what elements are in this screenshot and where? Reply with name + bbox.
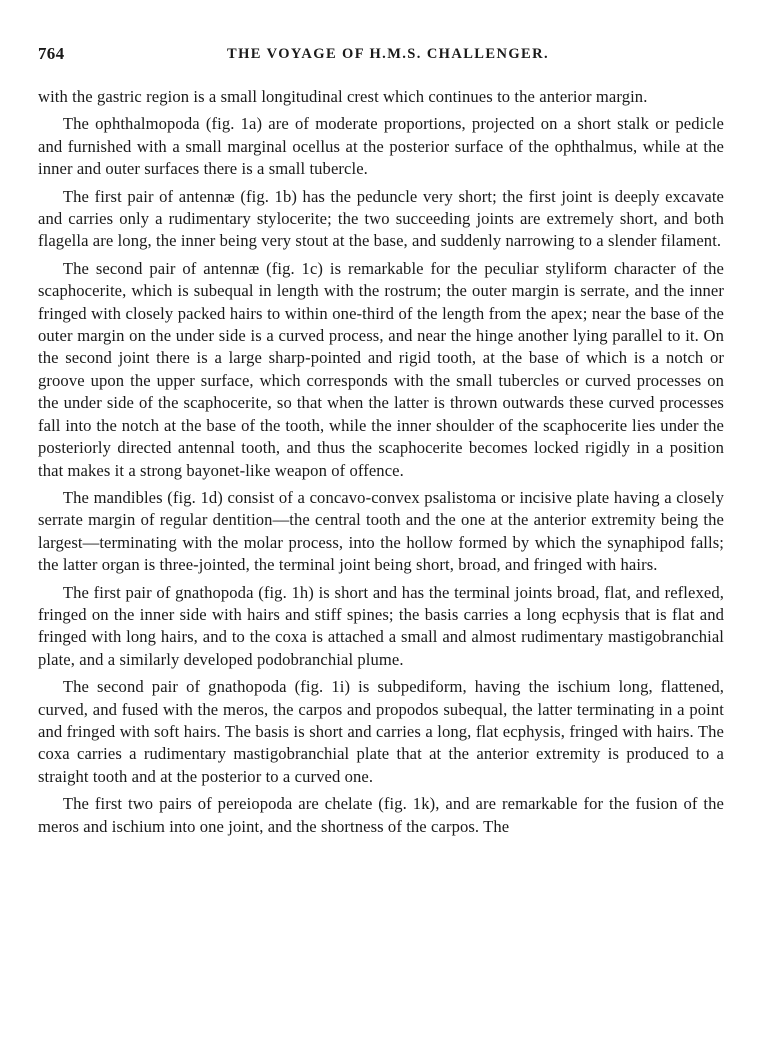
body-text (38, 86, 724, 843)
paragraph: The mandibles (fig. 1d) consist of a concavo-convex psalistoma or incisive plate having a closely serrate margin of regular dentition—the central tooth and the one at the anterior extremity being the largest—terminating with the molar process, into the hollow formed by which the synaphipod falls; the latter organ is three-jointed, the terminal joint being short, broad, and fringed with hairs. (38, 487, 724, 575)
running-title: THE VOYAGE OF H.M.S. CHALLENGER. (227, 46, 549, 62)
paragraph: The ophthalmopoda (fig. 1a) are of moderate proportions, projected on a short stalk or pedicle and furnished with a small marginal ocellus at the posterior surface of the ophthalmus, while at the inner and outer surfaces there is a small tubercle. (38, 114, 724, 179)
paragraph: The first two pairs of pereiopoda are chelate (fig. 1k), and are remarkable for the fusion of the meros and ischium into one joint, and the shortness of the carpos. The (38, 794, 724, 836)
paragraph: The second pair of gnathopoda (fig. 1i) is subpediform, having the ischium long, flattened, curved, and fused with the meros, the carpos and propodos subequal, the latter terminating in a point and fringed with soft hairs. The basis is short and carries a long, flat ecphysis, fringed with hairs. The coxa carries a rudimentary mastigobranchial plate that at the anterior extremity is produced to a straight tooth and at the posterior to a curved one. (38, 677, 724, 786)
paragraph: The second pair of antennæ (fig. 1c) is remarkable for the peculiar styliform character of the scaphocerite, which is subequal in length with the rostrum; the outer margin is serrate, and the inner fringed with closely packed hairs to within one-third of the length from the apex; near the base of the outer margin on the under side is a curved process, and near the hinge another lying parallel to it. On the second joint there is a large sharp-pointed and rigid tooth, at the base of which is a notch or groove upon the upper surface, which corresponds with the small tubercles or curved processes on the under side of the scaphocerite, so that when the latter is thrown outwards these curved processes fall into the notch at the base of the tooth, while the inner shoulder of the scaphocerite lies under the posteriorly directed antennal tooth, and thus the scaphocerite becomes locked rigidly in a position that makes it a strong bayonet-like weapon of offence. (38, 258, 724, 480)
paragraph: The first pair of gnathopoda (fig. 1h) is short and has the terminal joints broad, flat, and reflexed, fringed on the inner side with hairs and stiff spines; the basis carries a long ecphysis that is flat and fringed with long hairs, and to the coxa is attached a small and almost rudimentary mastigobranchial plate, and a similarly developed podobranchial plume. (38, 582, 724, 669)
page-header (38, 44, 738, 68)
paragraph: with the gastric region is a small longitudinal crest which continues to the anterior margin. (38, 87, 648, 106)
paragraph: The first pair of antennæ (fig. 1b) has the peduncle very short; the first joint is deeply excavate and carries only a rudimentary stylocerite; the two succeeding joints are extremely short, and both flagella are long, the inner being very stout at the base, and suddenly narrowing to a slender filament. (38, 186, 724, 251)
page-number: 764 (38, 44, 65, 63)
